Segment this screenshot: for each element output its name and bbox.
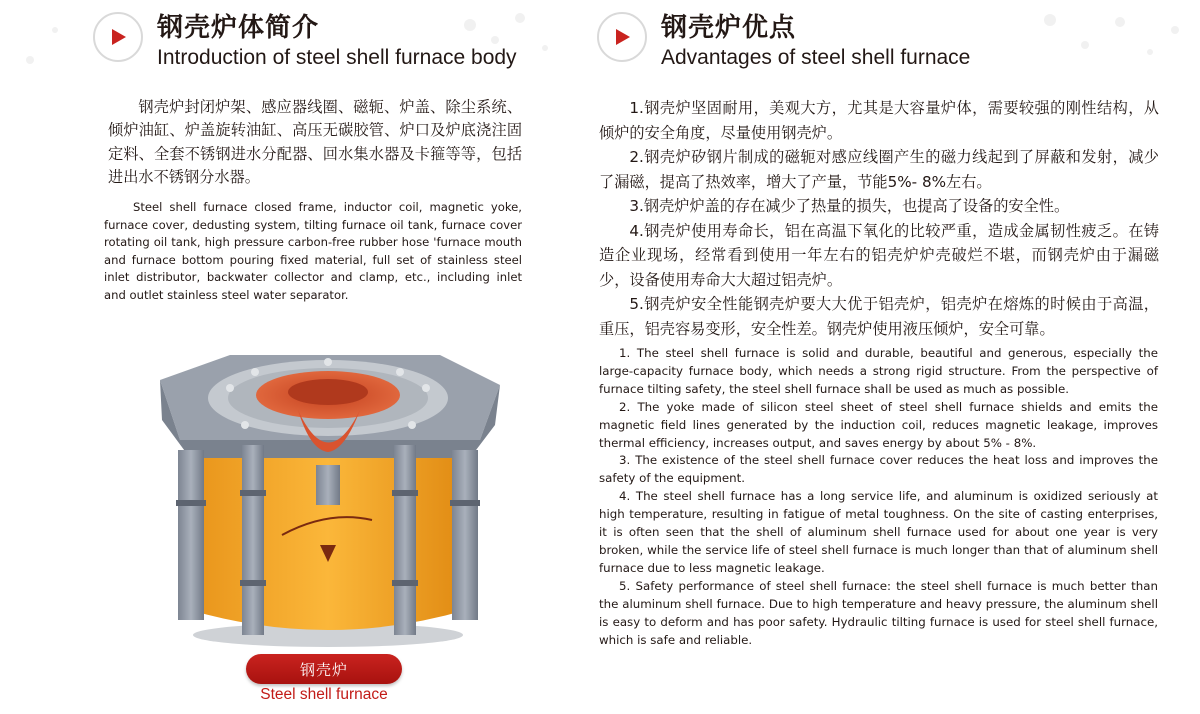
steel-shell-furnace-image	[150, 340, 505, 650]
advantage-cn-3: 3.钢壳炉炉盖的存在减少了热量的损失，也提高了设备的安全性。	[629, 197, 1070, 215]
advantage-cn-1: 1.钢壳炉坚固耐用，美观大方，尤其是大容量炉体，需要较强的刚性结构，从倾炉的安全角度，尽量使用钢壳炉。	[599, 99, 1159, 142]
play-circle-icon	[93, 12, 143, 62]
advantage-en-3: 3. The existence of the steel shell furnace cover reduces the heat loss and improves the safety of the equipment.	[599, 453, 1158, 486]
advantage-en-1: 1. The steel shell furnace is solid and durable, beautiful and generous, especially the large-capacity furnace body, which needs a strong rigid structure. From the perspective of furnace tilting safety, the steel shell furnace shall be used as much as possible.	[599, 346, 1158, 396]
advantage-cn-4: 4.钢壳炉使用寿命长，铝在高温下氧化的比较严重，造成金属韧性疲乏。在铸造企业现场，经常看到使用一年左右的铝壳炉炉壳破烂不堪，而钢壳炉由于漏磁少，设备使用寿命大大超过铝壳炉。	[599, 221, 1159, 289]
left-title-cn: 钢壳炉体简介	[157, 13, 320, 43]
left-body-en-text: Steel shell furnace closed frame, inductor coil, magnetic yoke, furnace cover, dedusting system, tilting furnace oil tank, furnace cover rotating oil tank, high pressure carbon-free rubber hose 'furnace mouth and furnace bottom pouring fixed material, full set of stainless steel inlet distributor, backwater collector and clamp, etc., including inlet and outlet stainless steel water separator.	[104, 200, 522, 302]
advantage-cn-5: 5.钢壳炉安全性能钢壳炉要大大优于铝壳炉，铝壳炉在熔炼的时候由于高温，重压，铝壳容易变形，安全性差。钢壳炉使用液压倾炉，安全可靠。	[599, 295, 1159, 338]
advantage-en-2: 2. The yoke made of silicon steel sheet of steel shell furnace shields and emits the magnetic field lines generated by the induction coil, reduces magnetic leakage, improves thermal efficiency, increases output, and saves energy by about 5% - 8%.	[599, 399, 1158, 450]
advantages-en-list	[599, 345, 1158, 649]
right-title-en: Advantages of steel shell furnace	[661, 46, 971, 69]
play-circle-icon	[597, 12, 647, 62]
left-body-cn-text: 钢壳炉封闭炉架、感应器线圈、磁轭、炉盖、除尘系统、倾炉油缸、炉盖旋转油缸、高压无碳胶管、炉口及炉底浇注固定料、全套不锈钢进水分配器、回水集水器及卡箍等等，包括进出水不锈钢分水器。	[108, 98, 522, 187]
image-caption-cn: 钢壳炉	[299, 660, 348, 679]
advantages-cn-list	[599, 96, 1159, 341]
image-caption-badge	[246, 654, 402, 684]
left-body-en	[104, 199, 522, 305]
advantage-en-5: 5. Safety performance of steel shell furnace: the steel shell furnace is much better than the aluminum shell furnace. Due to high temperature and heavy pressure, the aluminum shell is easy to deform and has poor safety. Hydraulic tilting furnace is used for steel shell furnace, which is safe and reliable.	[599, 578, 1158, 647]
left-title-en: Introduction of steel shell furnace body	[157, 46, 517, 69]
right-section-header	[597, 12, 970, 70]
advantage-cn-2: 2.钢壳炉矽钢片制成的磁轭对感应线圈产生的磁力线起到了屏蔽和发射，减少了漏磁，提高了热效率，增大了产量，节能5%- 8%左右。	[599, 148, 1159, 191]
advantage-en-4: 4. The steel shell furnace has a long service life, and aluminum is oxidized seriously at high temperature, resulting in fatigue of metal toughness. On the site of casting enterprises, it is often seen that the shell of aluminum shell furnace used for about one year is very broken, while the service life of steel shell furnace is much longer than that of aluminum shell furnace due to less magnetic leakage.	[599, 489, 1158, 575]
left-section-header	[93, 12, 517, 70]
left-body-cn	[108, 96, 522, 190]
image-caption-en: Steel shell furnace	[260, 686, 388, 703]
right-title-cn: 钢壳炉优点	[661, 13, 797, 43]
